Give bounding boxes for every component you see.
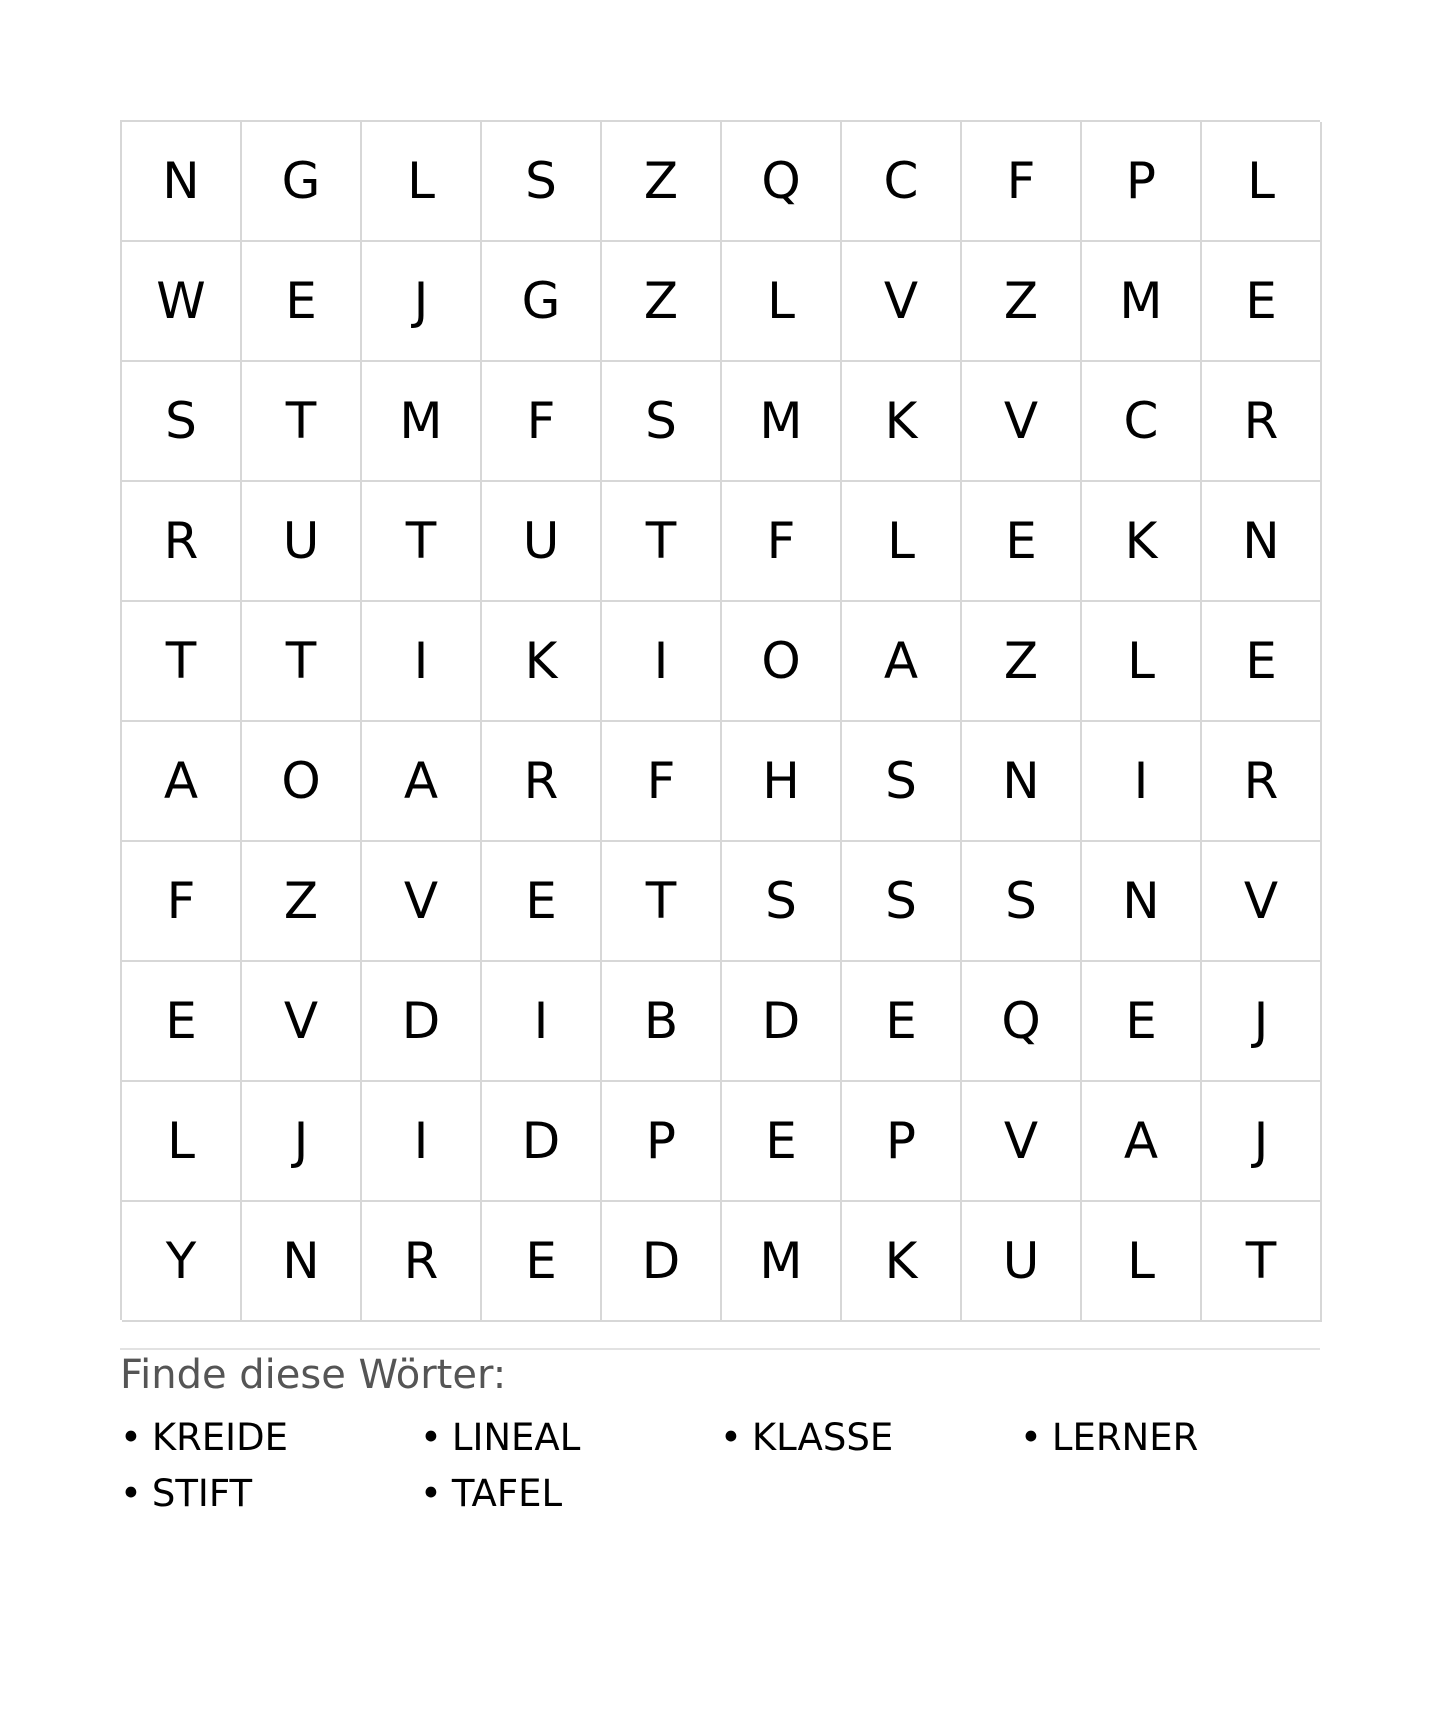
grid-cell[interactable]: Z [962, 242, 1082, 362]
grid-cell[interactable]: H [722, 722, 842, 842]
word-list-item [420, 1410, 720, 1466]
grid-cell[interactable]: V [362, 842, 482, 962]
grid-cell[interactable]: E [482, 1202, 602, 1322]
grid-cell[interactable]: T [242, 602, 362, 722]
word-list [120, 1410, 1320, 1522]
grid-cell[interactable]: U [962, 1202, 1082, 1322]
grid-cell[interactable]: A [842, 602, 962, 722]
grid-cell[interactable]: V [242, 962, 362, 1082]
grid-cell[interactable]: E [482, 842, 602, 962]
bullet-icon: • [120, 1472, 142, 1515]
grid-cell[interactable]: A [362, 722, 482, 842]
grid-cell[interactable]: K [1082, 482, 1202, 602]
grid-cell[interactable]: Q [722, 122, 842, 242]
word-list-heading: Finde diese Wörter: [120, 1352, 507, 1398]
grid-cell[interactable]: Z [962, 602, 1082, 722]
grid-cell[interactable]: E [1082, 962, 1202, 1082]
grid-cell[interactable]: P [1082, 122, 1202, 242]
grid-cell[interactable]: M [722, 362, 842, 482]
grid-cell[interactable]: T [1202, 1202, 1322, 1322]
grid-cell[interactable]: O [722, 602, 842, 722]
grid-cell[interactable]: N [1082, 842, 1202, 962]
grid-cell[interactable]: I [482, 962, 602, 1082]
grid-cell[interactable]: D [362, 962, 482, 1082]
grid-cell[interactable]: J [1202, 962, 1322, 1082]
grid-cell[interactable]: A [1082, 1082, 1202, 1202]
grid-cell[interactable]: N [122, 122, 242, 242]
grid-cell[interactable]: R [1202, 722, 1322, 842]
grid-cell[interactable]: P [602, 1082, 722, 1202]
word-label: LINEAL [451, 1416, 581, 1459]
grid-cell[interactable]: L [1082, 602, 1202, 722]
grid-cell[interactable]: T [602, 842, 722, 962]
bullet-icon: • [420, 1416, 442, 1459]
grid-cell[interactable]: J [362, 242, 482, 362]
grid-cell[interactable]: K [842, 362, 962, 482]
grid-cell[interactable]: W [122, 242, 242, 362]
grid-cell[interactable]: E [122, 962, 242, 1082]
grid-cell[interactable]: Q [962, 962, 1082, 1082]
grid-cell[interactable]: L [122, 1082, 242, 1202]
grid-cell[interactable]: L [1082, 1202, 1202, 1322]
grid-cell[interactable]: Z [602, 242, 722, 362]
grid-cell[interactable]: I [602, 602, 722, 722]
grid-cell[interactable]: N [962, 722, 1082, 842]
grid-cell[interactable]: C [842, 122, 962, 242]
grid-cell[interactable]: I [362, 602, 482, 722]
grid-cell[interactable]: E [242, 242, 362, 362]
grid-cell[interactable]: U [242, 482, 362, 602]
grid-cell[interactable]: R [122, 482, 242, 602]
word-list-item [720, 1410, 1020, 1466]
grid-cell[interactable]: J [1202, 1082, 1322, 1202]
grid-cell[interactable]: Z [242, 842, 362, 962]
grid-cell[interactable]: K [842, 1202, 962, 1322]
grid-cell[interactable]: I [362, 1082, 482, 1202]
grid-cell[interactable]: O [242, 722, 362, 842]
grid-cell[interactable]: K [482, 602, 602, 722]
grid-cell[interactable]: V [962, 362, 1082, 482]
grid-cell[interactable]: L [842, 482, 962, 602]
grid-cell[interactable]: E [1202, 602, 1322, 722]
grid-cell[interactable]: D [602, 1202, 722, 1322]
grid-cell[interactable]: E [962, 482, 1082, 602]
grid-cell[interactable]: L [1202, 122, 1322, 242]
grid-cell[interactable]: V [842, 242, 962, 362]
word-label: KREIDE [151, 1416, 288, 1459]
grid-cell[interactable]: E [1202, 242, 1322, 362]
word-list-item [120, 1410, 420, 1466]
grid-cell[interactable]: I [1082, 722, 1202, 842]
grid-cell[interactable]: F [122, 842, 242, 962]
grid-cell[interactable]: M [722, 1202, 842, 1322]
grid-cell[interactable]: S [482, 122, 602, 242]
grid-cell[interactable]: F [962, 122, 1082, 242]
grid-cell[interactable]: S [602, 362, 722, 482]
word-label: LERNER [1051, 1416, 1199, 1459]
grid-cell[interactable]: N [242, 1202, 362, 1322]
grid-cell[interactable]: M [362, 362, 482, 482]
grid-cell[interactable]: R [1202, 362, 1322, 482]
bullet-icon: • [120, 1416, 142, 1459]
grid-cell[interactable]: S [842, 722, 962, 842]
word-label: STIFT [151, 1472, 253, 1515]
grid-cell[interactable]: S [962, 842, 1082, 962]
grid-cell[interactable]: G [242, 122, 362, 242]
grid-cell[interactable]: Z [602, 122, 722, 242]
grid-cell[interactable]: G [482, 242, 602, 362]
word-list-item [1020, 1410, 1320, 1466]
grid-cell[interactable]: A [122, 722, 242, 842]
grid-cell[interactable]: L [722, 242, 842, 362]
grid-cell[interactable]: E [842, 962, 962, 1082]
grid-cell[interactable]: D [722, 962, 842, 1082]
word-list-item [120, 1466, 420, 1522]
grid-cell[interactable]: T [242, 362, 362, 482]
grid-cell[interactable]: Y [122, 1202, 242, 1322]
bullet-icon: • [720, 1416, 742, 1459]
grid-cell[interactable]: D [482, 1082, 602, 1202]
letter-grid [120, 120, 1320, 1320]
grid-cell[interactable]: P [842, 1082, 962, 1202]
grid-cell[interactable]: T [122, 602, 242, 722]
grid-cell[interactable]: V [962, 1082, 1082, 1202]
grid-cell[interactable]: C [1082, 362, 1202, 482]
word-label: KLASSE [751, 1416, 894, 1459]
grid-cell[interactable]: F [722, 482, 842, 602]
grid-cell[interactable]: M [1082, 242, 1202, 362]
grid-cell[interactable]: T [362, 482, 482, 602]
grid-cell[interactable]: L [362, 122, 482, 242]
grid-cell[interactable]: F [602, 722, 722, 842]
grid-cell[interactable]: T [602, 482, 722, 602]
grid-cell[interactable]: U [482, 482, 602, 602]
grid-cell[interactable]: R [362, 1202, 482, 1322]
word-list-item [420, 1466, 720, 1522]
grid-cell[interactable]: S [842, 842, 962, 962]
bullet-icon: • [1020, 1416, 1042, 1459]
grid-cell[interactable]: R [482, 722, 602, 842]
bullet-icon: • [420, 1472, 442, 1515]
word-label: TAFEL [451, 1472, 563, 1515]
grid-cell[interactable]: V [1202, 842, 1322, 962]
grid-cell[interactable]: S [722, 842, 842, 962]
grid-cell[interactable]: N [1202, 482, 1322, 602]
grid-cell[interactable]: E [722, 1082, 842, 1202]
grid-cell[interactable]: S [122, 362, 242, 482]
grid-cell[interactable]: F [482, 362, 602, 482]
grid-cell[interactable]: J [242, 1082, 362, 1202]
grid-cell[interactable]: B [602, 962, 722, 1082]
